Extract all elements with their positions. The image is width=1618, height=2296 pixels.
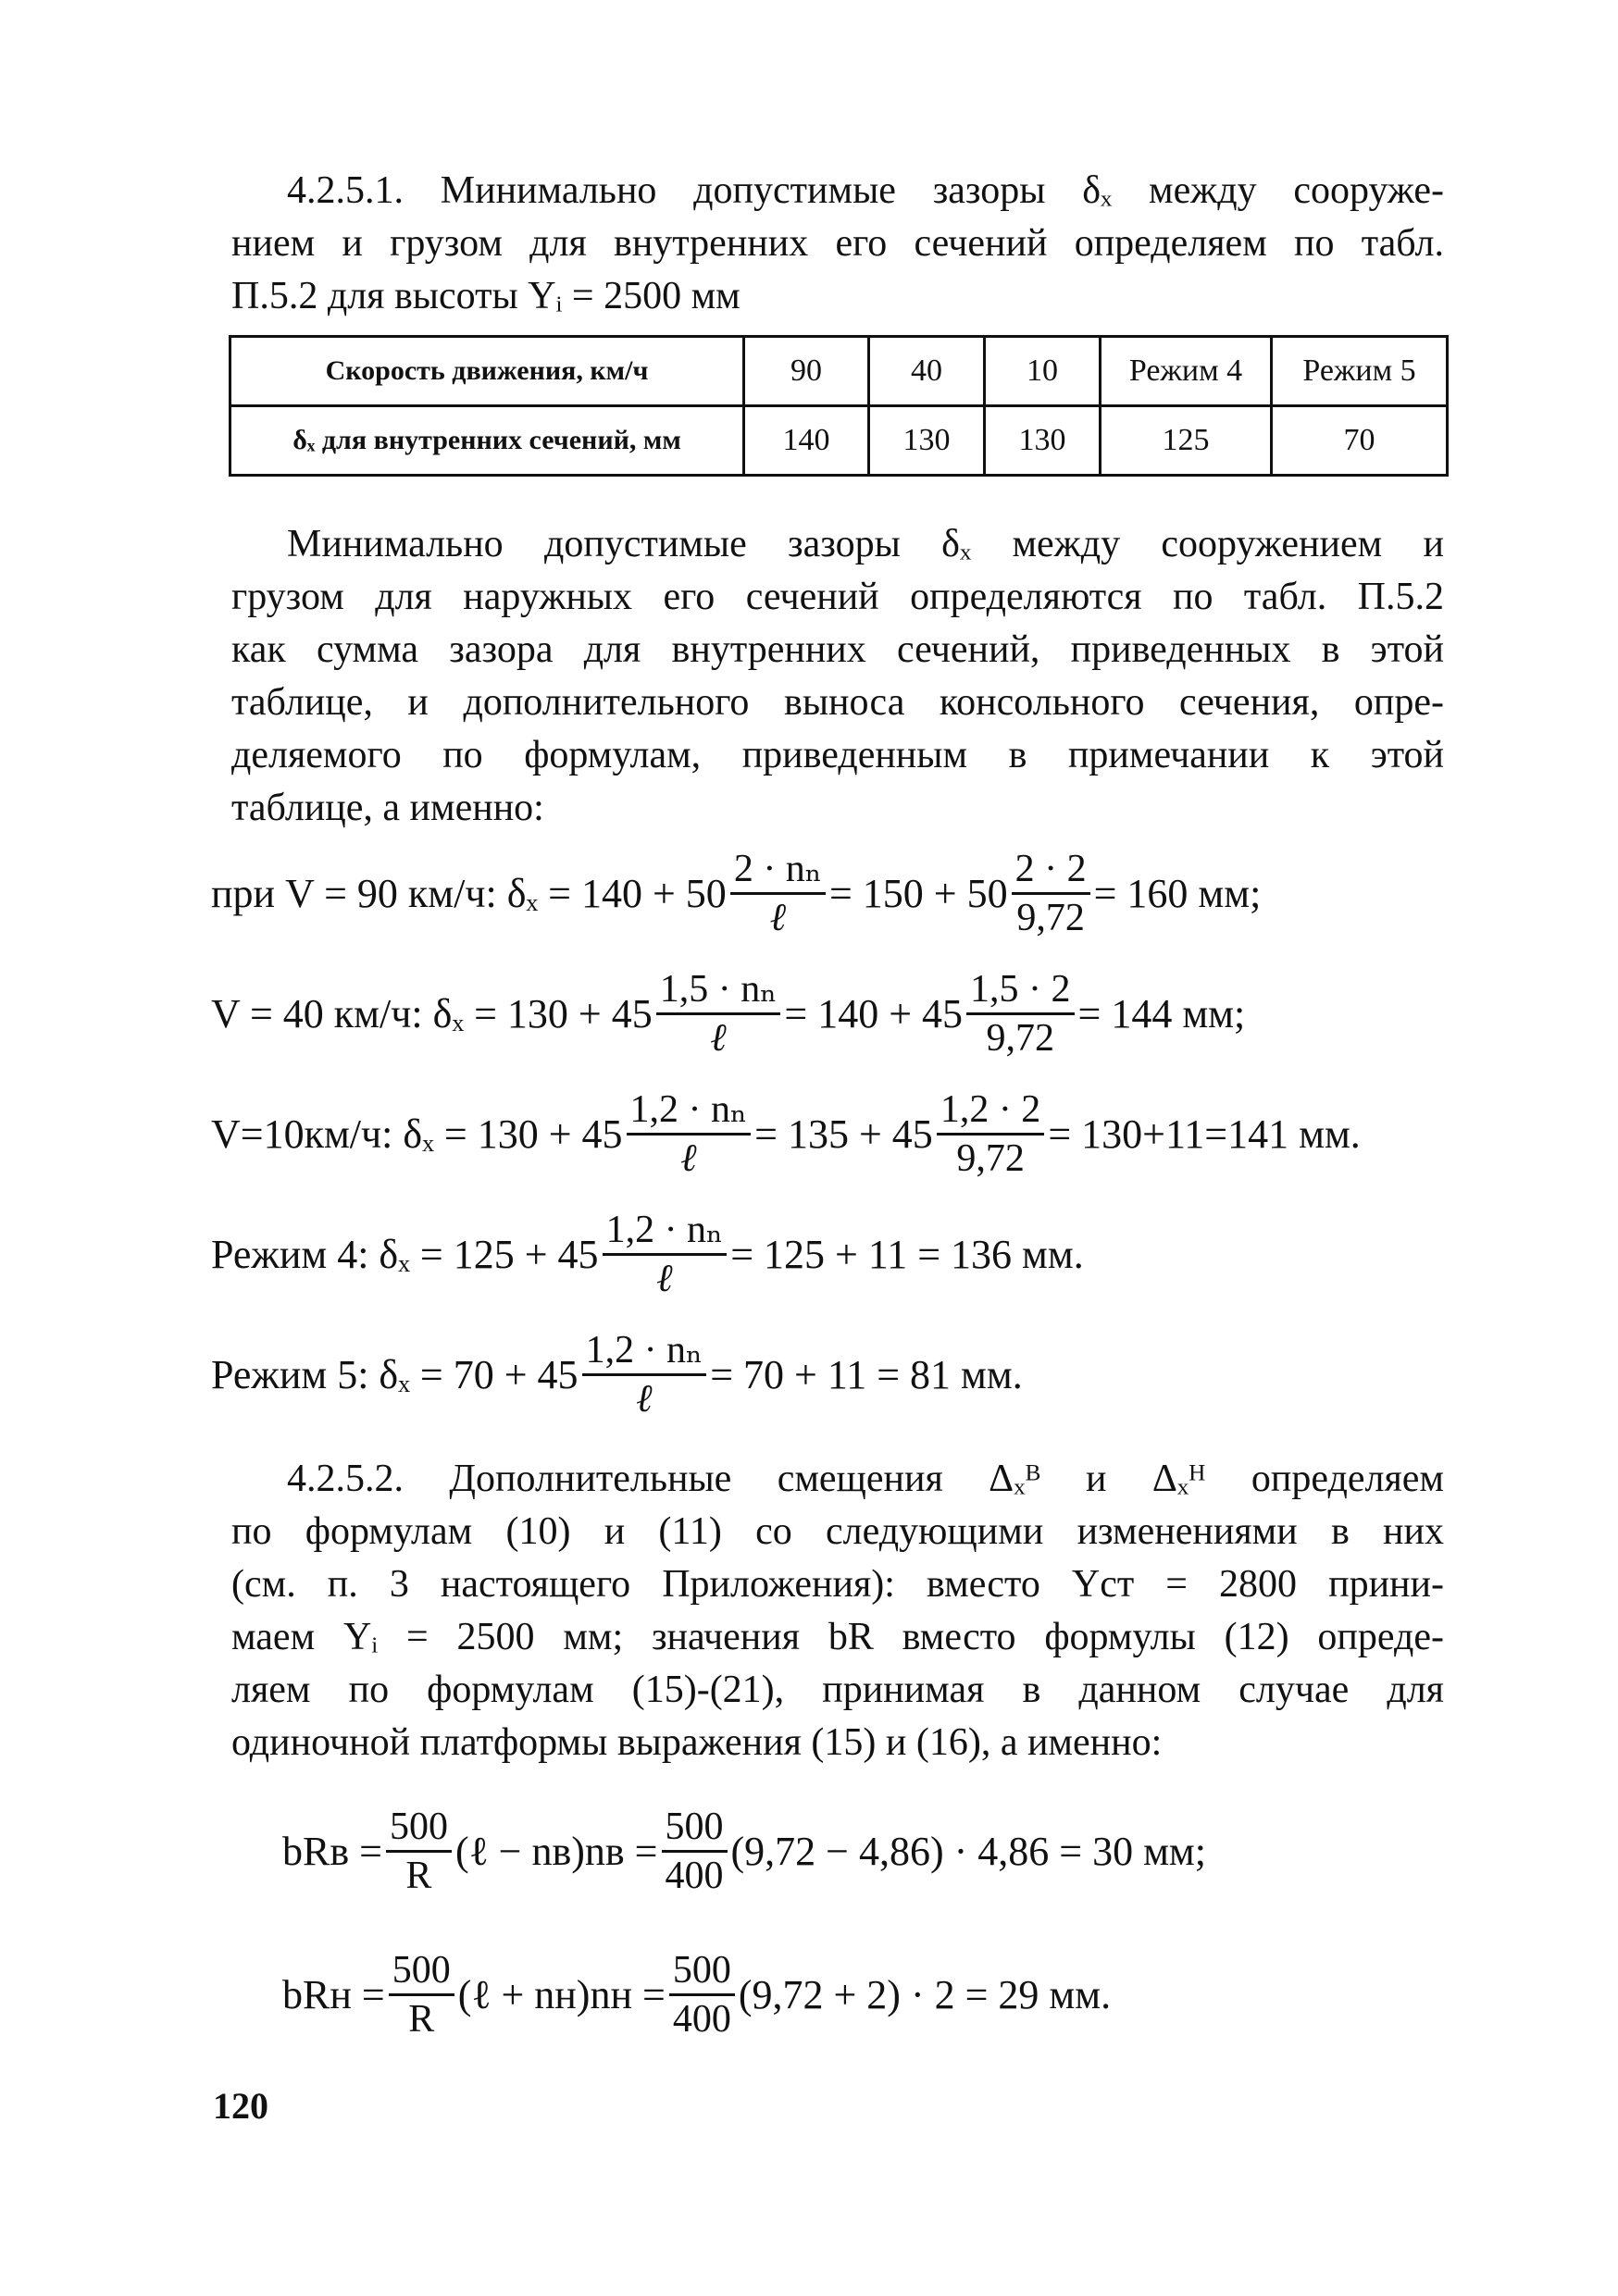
paragraph-line: нием и грузом для внутренних его сечений определяем по табл. xyxy=(231,222,1444,265)
equation-brn xyxy=(282,1943,1111,2045)
fraction-numerator: 500 xyxy=(662,1804,728,1853)
equation-text: = 160 мм; xyxy=(1093,870,1262,916)
paragraph-line: П.5.2 для высоты Yᵢ = 2500 мм xyxy=(231,275,741,317)
equation-v90 xyxy=(211,842,1261,944)
equation-text: при V = 90 км/ч: δₓ = 140 + 50 xyxy=(211,870,727,916)
paragraph-line: 4.2.5.1. Минимально допустимые зазоры δₓ между сооруже- xyxy=(287,169,1444,212)
equation-text: (9,72 − 4,86) · 4,86 = 30 мм; xyxy=(730,1828,1206,1874)
paragraph-line: таблице, а именно: xyxy=(231,787,544,829)
table-cell: 10 xyxy=(985,337,1101,406)
fraction-denominator: ℓ xyxy=(710,1016,727,1060)
equation-text: = 130+11=141 мм. xyxy=(1048,1111,1361,1157)
table-cell: 70 xyxy=(1272,406,1448,476)
paragraph-line: 4.2.5.2. Дополнительные смещения Δₓᴮ и Δₓᴴ определяем xyxy=(287,1458,1444,1500)
paragraph-line: Минимально допустимые зазоры δₓ между сооружением и xyxy=(287,523,1444,565)
equation-mode5 xyxy=(211,1323,1023,1425)
fraction-denominator: 9,72 xyxy=(1016,896,1085,939)
equation-text: = 125 + 11 = 136 мм. xyxy=(730,1231,1084,1277)
table-row xyxy=(230,406,1448,476)
fraction-numerator: 1,2 · nₙ xyxy=(627,1086,752,1136)
fraction xyxy=(627,1086,752,1182)
fraction-denominator: ℓ xyxy=(769,896,787,939)
fraction-denominator: ℓ xyxy=(656,1257,673,1300)
equation-text: Режим 4: δₓ = 125 + 45 xyxy=(211,1231,599,1277)
fraction-denominator: 400 xyxy=(665,1854,724,1897)
equation-text: = 144 мм; xyxy=(1077,990,1246,1036)
fraction-numerator: 1,5 · nₙ xyxy=(656,966,781,1015)
paragraph-4-2-5-2 xyxy=(231,1453,1444,1769)
fraction-numerator: 1,5 · 2 xyxy=(966,966,1075,1015)
table-cell: 90 xyxy=(744,337,869,406)
paragraph-4-2-5-1 xyxy=(231,165,1444,323)
page-number: 120 xyxy=(213,2085,268,2127)
fraction xyxy=(662,1804,728,1899)
clearance-table xyxy=(229,335,1449,477)
fraction-denominator: ℓ xyxy=(636,1377,653,1421)
equation-text: bRн = xyxy=(282,1971,385,2017)
fraction xyxy=(669,1947,735,2042)
fraction-denominator: R xyxy=(405,1854,432,1897)
fraction xyxy=(603,1207,728,1302)
fraction xyxy=(582,1327,707,1422)
fraction-numerator: 1,2 · nₙ xyxy=(582,1327,707,1376)
equation-text: = 150 + 50 xyxy=(828,870,1008,916)
fraction-denominator: R xyxy=(408,1997,435,2041)
equation-text: (9,72 + 2) · 2 = 29 мм. xyxy=(738,1971,1112,2017)
equation-text: Режим 5: δₓ = 70 + 45 xyxy=(211,1351,579,1397)
paragraph-outer-clearance xyxy=(231,518,1444,835)
fraction-denominator: 9,72 xyxy=(986,1016,1055,1060)
equation-brv xyxy=(282,1800,1206,1902)
equation-mode4 xyxy=(211,1203,1084,1305)
table-cell: 130 xyxy=(985,406,1101,476)
fraction xyxy=(966,966,1075,1061)
equation-text: (ℓ + nн)nн = xyxy=(457,1971,666,2017)
paragraph-line: таблице, и дополнительного выноса консольного сечения, опре- xyxy=(231,681,1444,724)
table-row xyxy=(230,337,1448,406)
table-header-cell: Скорость движения, км/ч xyxy=(230,337,744,406)
equation-text: = 70 + 11 = 81 мм. xyxy=(710,1351,1023,1397)
table-cell: Режим 5 xyxy=(1272,337,1448,406)
fraction-numerator: 1,2 · nₙ xyxy=(603,1207,728,1256)
paragraph-line: (см. п. 3 настоящего Приложения): вместо Yст = 2800 прини- xyxy=(231,1563,1444,1606)
fraction xyxy=(937,1086,1045,1182)
table-cell: 130 xyxy=(869,406,985,476)
equation-text: bRв = xyxy=(282,1828,382,1874)
fraction-numerator: 500 xyxy=(669,1947,735,1996)
table-header-cell: δₓ для внутренних сечений, мм xyxy=(230,406,744,476)
equation-text: = 135 + 45 xyxy=(754,1111,933,1157)
equation-text: = 140 + 45 xyxy=(784,990,964,1036)
equation-text: (ℓ − nв)nв = xyxy=(454,1828,658,1874)
table-cell: 140 xyxy=(744,406,869,476)
fraction xyxy=(1012,846,1090,941)
paragraph-line: грузом для наружных его сечений определяются по табл. П.5.2 xyxy=(231,576,1444,618)
fraction-denominator: ℓ xyxy=(680,1136,697,1180)
paragraph-line: маем Yᵢ = 2500 мм; значения bR вместо формулы (12) опреде- xyxy=(231,1616,1444,1658)
equation-v10 xyxy=(211,1083,1361,1185)
table-cell: Режим 4 xyxy=(1101,337,1272,406)
fraction xyxy=(656,966,781,1061)
fraction xyxy=(386,1804,452,1899)
fraction-numerator: 2 · nₙ xyxy=(730,846,826,895)
fraction-numerator: 500 xyxy=(386,1804,452,1853)
paragraph-line: ляем по формулам (15)-(21), принимая в данном случае для xyxy=(231,1669,1444,1711)
paragraph-line: одиночной платформы выражения (15) и (16), а именно: xyxy=(231,1721,1163,1764)
fraction-numerator: 2 · 2 xyxy=(1012,846,1090,895)
paragraph-line: по формулам (10) и (11) со следующими изменениями в них xyxy=(231,1510,1444,1553)
fraction xyxy=(389,1947,454,2042)
equation-text: V=10км/ч: δₓ = 130 + 45 xyxy=(211,1111,623,1157)
equation-v40 xyxy=(211,962,1245,1064)
table-cell: 40 xyxy=(869,337,985,406)
fraction-numerator: 500 xyxy=(389,1947,454,1996)
paragraph-line: деляемого по формулам, приведенным в примечании к этой xyxy=(231,734,1444,776)
table-cell: 125 xyxy=(1101,406,1272,476)
fraction-numerator: 1,2 · 2 xyxy=(937,1086,1045,1136)
paragraph-line: как сумма зазора для внутренних сечений, приведенных в этой xyxy=(231,628,1444,671)
fraction-denominator: 9,72 xyxy=(956,1136,1025,1180)
fraction-denominator: 400 xyxy=(672,1997,731,2041)
equation-text: V = 40 км/ч: δₓ = 130 + 45 xyxy=(211,990,653,1036)
fraction xyxy=(730,846,826,941)
